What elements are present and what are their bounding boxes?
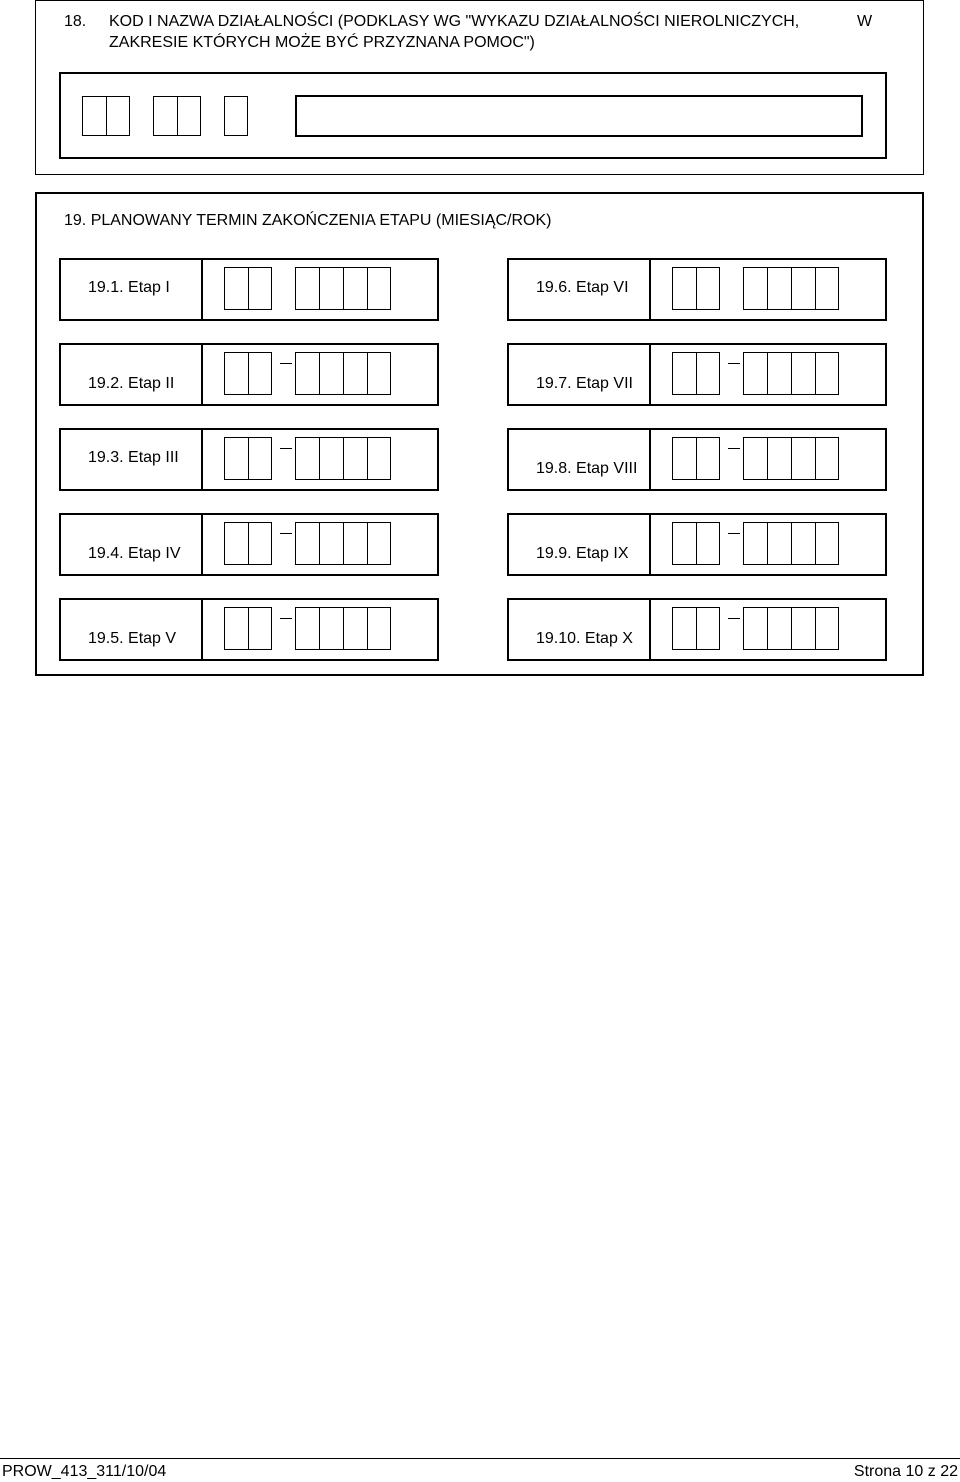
stage-year-field-7[interactable] <box>743 352 839 395</box>
stage-date-separator <box>728 448 740 449</box>
stage-date-separator <box>728 363 740 364</box>
stage-label-1: 19.1. Etap I <box>88 279 170 296</box>
stage-month-field-2[interactable] <box>224 352 272 395</box>
stage-date-separator <box>728 618 740 619</box>
stage-date-separator <box>280 618 292 619</box>
section-18-number: 18. <box>64 13 87 30</box>
stage-label-2: 19.2. Etap II <box>88 375 175 392</box>
stage-label-8: 19.8. Etap VIII <box>536 460 638 477</box>
stage-date-separator <box>280 533 292 534</box>
stage-year-field-5[interactable] <box>295 607 391 650</box>
footer-doc-code: PROW_413_311/10/04 <box>2 1463 167 1480</box>
stage-month-field-10[interactable] <box>672 607 720 650</box>
stage-label-10: 19.10. Etap X <box>536 630 633 647</box>
stage-label-7: 19.7. Etap VII <box>536 375 633 392</box>
stage-label-divider <box>649 513 651 576</box>
stage-label-divider <box>201 598 203 661</box>
stage-month-field-3[interactable] <box>224 437 272 480</box>
stage-label-divider <box>649 343 651 406</box>
section-18-title-line2: ZAKRESIE KTÓRYCH MOŻE BYĆ PRZYZNANA POMOC") <box>109 34 535 51</box>
stage-month-field-1[interactable] <box>224 267 272 310</box>
stage-label-divider <box>201 428 203 491</box>
stage-label-3: 19.3. Etap III <box>88 449 179 466</box>
stage-year-field-4[interactable] <box>295 522 391 565</box>
code-digits-group-1[interactable] <box>82 96 130 136</box>
stage-year-field-6[interactable] <box>743 267 839 310</box>
activity-code-box <box>59 72 887 159</box>
code-digits-group-3[interactable] <box>224 96 248 136</box>
stage-year-field-3[interactable] <box>295 437 391 480</box>
stage-date-separator <box>728 533 740 534</box>
stage-date-separator <box>280 363 292 364</box>
stage-year-field-8[interactable] <box>743 437 839 480</box>
stage-label-divider <box>201 258 203 321</box>
stage-label-divider <box>201 513 203 576</box>
section-19-title: 19. PLANOWANY TERMIN ZAKOŃCZENIA ETAPU (MIESIĄC/ROK) <box>64 212 552 229</box>
stage-label-4: 19.4. Etap IV <box>88 545 181 562</box>
stage-month-field-6[interactable] <box>672 267 720 310</box>
stage-label-divider <box>201 343 203 406</box>
stage-year-field-1[interactable] <box>295 267 391 310</box>
stage-month-field-9[interactable] <box>672 522 720 565</box>
stage-year-field-9[interactable] <box>743 522 839 565</box>
section-18-title-w: W <box>857 13 873 30</box>
stage-label-5: 19.5. Etap V <box>88 630 177 647</box>
stage-date-separator <box>280 448 292 449</box>
stage-month-field-8[interactable] <box>672 437 720 480</box>
stage-label-divider <box>649 428 651 491</box>
stage-label-divider <box>649 598 651 661</box>
code-digits-group-2[interactable] <box>153 96 201 136</box>
stage-year-field-10[interactable] <box>743 607 839 650</box>
footer-rule <box>0 1458 960 1459</box>
stage-label-9: 19.9. Etap IX <box>536 545 629 562</box>
stage-month-field-5[interactable] <box>224 607 272 650</box>
stage-label-divider <box>649 258 651 321</box>
stage-month-field-7[interactable] <box>672 352 720 395</box>
footer-page-info: Strona 10 z 22 <box>853 1463 958 1480</box>
section-18-title-line1: KOD I NAZWA DZIAŁALNOŚCI (PODKLASY WG "WYKAZU DZIAŁALNOŚCI NIEROLNICZYCH, <box>109 13 800 30</box>
stage-label-6: 19.6. Etap VI <box>536 279 629 296</box>
stage-year-field-2[interactable] <box>295 352 391 395</box>
activity-name-field[interactable] <box>295 95 863 137</box>
stage-month-field-4[interactable] <box>224 522 272 565</box>
